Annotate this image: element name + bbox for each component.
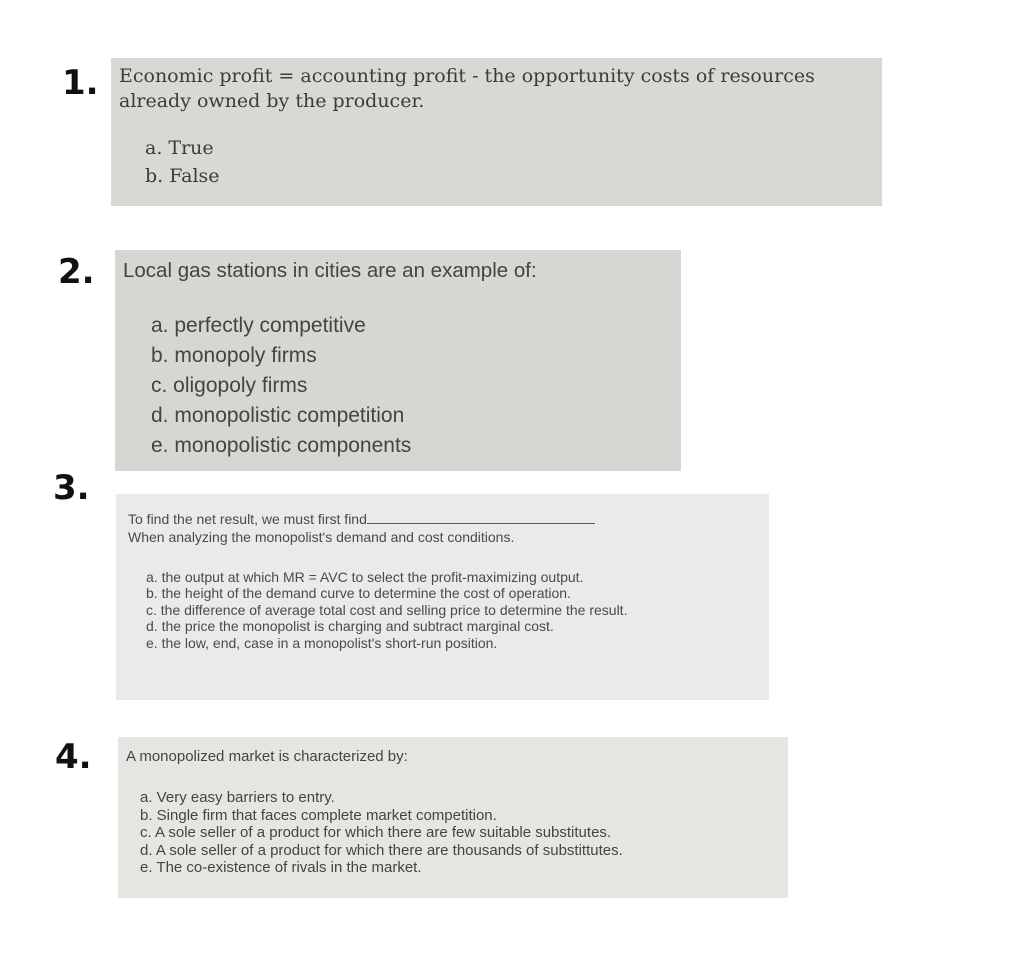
question-1-number: 1. bbox=[62, 63, 99, 103]
question-3-blank[interactable] bbox=[367, 510, 595, 524]
question-4-options bbox=[140, 789, 780, 877]
question-1-stem: Economic profit = accounting profit - the opportunity costs of resources already owned by the producer. bbox=[119, 65, 815, 112]
question-4-option-c[interactable]: c. A sole seller of a product for which there are few suitable substitutes. bbox=[140, 824, 612, 841]
question-4-option-e[interactable]: e. The co-existence of rivals in the market. bbox=[140, 859, 422, 876]
question-3-number: 3. bbox=[53, 468, 90, 508]
question-3-stem bbox=[128, 510, 757, 546]
question-2-stem: Local gas stations in cities are an example of: bbox=[123, 259, 537, 282]
question-2-option-b[interactable]: b. monopoly firms bbox=[151, 344, 317, 367]
question-3-card bbox=[116, 494, 769, 700]
question-3-option-d[interactable]: d. the price the monopolist is charging and subtract marginal cost. bbox=[146, 618, 554, 635]
question-2-options bbox=[151, 311, 673, 461]
question-4-option-b[interactable]: b. Single firm that faces complete market competition. bbox=[140, 806, 497, 824]
question-2-option-d[interactable]: d. monopolistic competition bbox=[151, 404, 405, 427]
question-4-number: 4. bbox=[55, 737, 92, 777]
question-1-option-a[interactable]: a. True bbox=[145, 137, 214, 159]
question-3-options bbox=[146, 569, 757, 651]
question-1-option-b[interactable]: b. False bbox=[145, 165, 220, 187]
question-4-option-a[interactable]: a. Very easy barriers to entry. bbox=[140, 789, 335, 806]
question-3-option-c[interactable]: c. the difference of average total cost and selling price to determine the result. bbox=[146, 601, 628, 618]
question-2-option-c[interactable]: c. oligopoly firms bbox=[151, 374, 308, 397]
question-1-card bbox=[111, 58, 882, 206]
question-3-option-b[interactable]: b. the height of the demand curve to determine the cost of operation. bbox=[146, 585, 571, 602]
question-2-card bbox=[115, 250, 681, 471]
question-2-number: 2. bbox=[58, 252, 95, 292]
question-3-stem-line1: To find the net result, we must first find bbox=[128, 511, 367, 527]
question-3-option-e[interactable]: e. the low, end, case in a monopolist's short-run position. bbox=[146, 634, 498, 651]
question-3-option-a[interactable]: a. the output at which MR = AVC to select the profit-maximizing output. bbox=[146, 569, 584, 585]
question-4-stem: A monopolized market is characterized by: bbox=[126, 748, 408, 765]
question-2-option-e[interactable]: e. monopolistic components bbox=[151, 434, 412, 457]
question-1-options bbox=[145, 134, 874, 190]
question-2-option-a[interactable]: a. perfectly competitive bbox=[151, 314, 366, 337]
question-4-option-d[interactable]: d. A sole seller of a product for which there are thousands of substittutes. bbox=[140, 841, 623, 859]
question-4-card bbox=[118, 737, 788, 898]
question-3-stem-line2: When analyzing the monopolist's demand and cost conditions. bbox=[128, 529, 515, 545]
